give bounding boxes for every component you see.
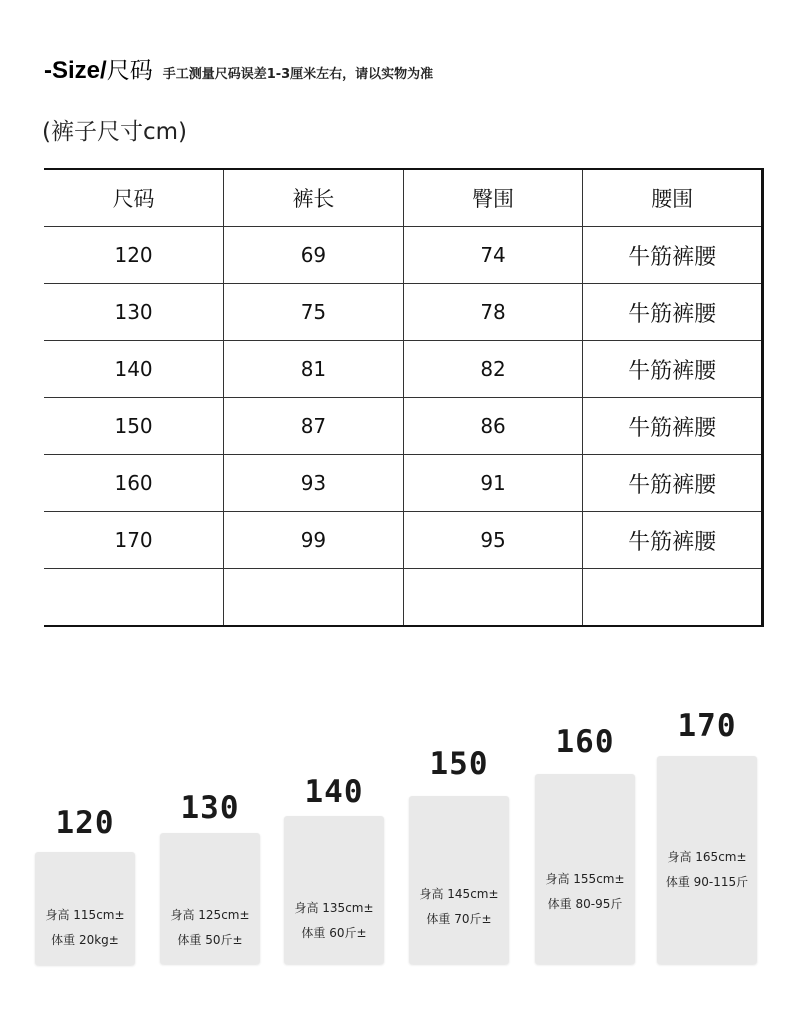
table-row bbox=[44, 227, 763, 284]
table-row-empty bbox=[44, 569, 763, 627]
cell-size: 170 bbox=[44, 512, 224, 569]
size-figure-170 bbox=[657, 708, 757, 966]
size-number: 160 bbox=[555, 724, 615, 760]
cell-length: 99 bbox=[224, 512, 404, 569]
size-number: 120 bbox=[55, 805, 115, 841]
size-number: 130 bbox=[180, 790, 240, 826]
cell-size: 120 bbox=[44, 227, 224, 284]
cell-hip: 95 bbox=[403, 512, 583, 569]
height-text: 身高 115cm± bbox=[45, 908, 125, 922]
cell-hip: 78 bbox=[403, 284, 583, 341]
weight-text: 体重 20kg± bbox=[51, 933, 119, 947]
table-row bbox=[44, 341, 763, 398]
cell-size: 130 bbox=[44, 284, 224, 341]
cell-hip: 86 bbox=[403, 398, 583, 455]
cell-length: 93 bbox=[224, 455, 404, 512]
cell-length: 87 bbox=[224, 398, 404, 455]
cell-hip: 82 bbox=[403, 341, 583, 398]
cell-waist: 牛筋裤腰 bbox=[583, 455, 763, 512]
header-waist: 腰围 bbox=[583, 169, 763, 227]
weight-text: 体重 60斤± bbox=[301, 926, 367, 940]
size-number: 170 bbox=[677, 708, 737, 744]
cell-length bbox=[224, 569, 404, 627]
table-row bbox=[44, 512, 763, 569]
cell-size: 160 bbox=[44, 455, 224, 512]
height-text: 身高 145cm± bbox=[419, 887, 499, 901]
cell-size: 140 bbox=[44, 341, 224, 398]
size-figure-140 bbox=[284, 774, 384, 966]
table-row bbox=[44, 284, 763, 341]
size-title-cn: 尺码 bbox=[106, 58, 153, 84]
cell-waist: 牛筋裤腰 bbox=[583, 398, 763, 455]
cell-waist: 牛筋裤腰 bbox=[583, 341, 763, 398]
weight-text: 体重 80-95斤 bbox=[547, 897, 623, 911]
header-length: 裤长 bbox=[224, 169, 404, 227]
height-text: 身高 125cm± bbox=[170, 908, 250, 922]
weight-text: 体重 90-115斤 bbox=[665, 875, 749, 889]
size-table bbox=[44, 168, 764, 627]
cell-hip bbox=[403, 569, 583, 627]
size-title: -Size/ bbox=[44, 57, 107, 84]
header-size: 尺码 bbox=[44, 169, 224, 227]
measurement-note: 手工测量尺码误差1-3厘米左右，请以实物为准 bbox=[162, 67, 434, 82]
cell-waist: 牛筋裤腰 bbox=[583, 227, 763, 284]
header-hip: 臀围 bbox=[403, 169, 583, 227]
cell-size: 150 bbox=[44, 398, 224, 455]
size-number: 140 bbox=[304, 774, 364, 810]
cell-size bbox=[44, 569, 224, 627]
height-text: 身高 165cm± bbox=[667, 850, 747, 864]
size-figure-130 bbox=[160, 790, 260, 967]
cell-length: 75 bbox=[224, 284, 404, 341]
size-number: 150 bbox=[429, 746, 489, 782]
size-card bbox=[284, 816, 384, 964]
height-text: 身高 135cm± bbox=[294, 901, 374, 915]
table-header-row bbox=[44, 169, 763, 227]
size-card bbox=[535, 774, 635, 964]
cell-waist: 牛筋裤腰 bbox=[583, 284, 763, 341]
page-header bbox=[44, 52, 433, 92]
cell-length: 69 bbox=[224, 227, 404, 284]
size-figure-120 bbox=[35, 805, 135, 967]
table-row bbox=[44, 398, 763, 455]
table-subtitle: (裤子尺寸cm) bbox=[42, 119, 187, 145]
size-card bbox=[409, 796, 509, 964]
weight-text: 体重 50斤± bbox=[177, 933, 243, 947]
cell-waist: 牛筋裤腰 bbox=[583, 512, 763, 569]
size-figure-160 bbox=[535, 724, 635, 966]
weight-text: 体重 70斤± bbox=[426, 912, 492, 926]
table-row bbox=[44, 455, 763, 512]
cell-hip: 91 bbox=[403, 455, 583, 512]
size-figure-150 bbox=[409, 746, 509, 966]
cell-length: 81 bbox=[224, 341, 404, 398]
height-text: 身高 155cm± bbox=[545, 872, 625, 886]
cell-waist bbox=[583, 569, 763, 627]
cell-hip: 74 bbox=[403, 227, 583, 284]
